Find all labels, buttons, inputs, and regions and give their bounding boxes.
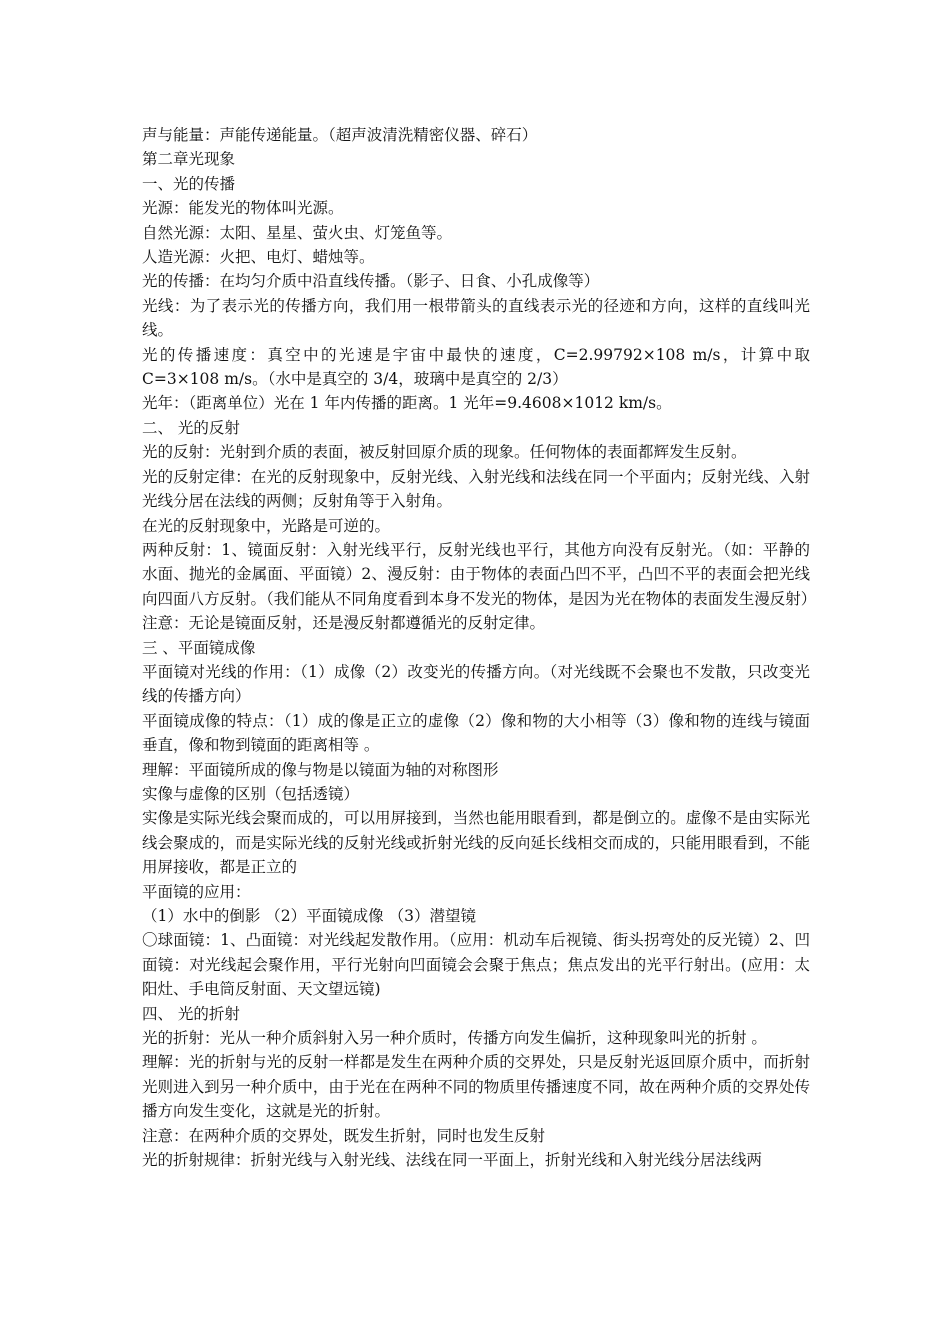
paragraph-two-reflections: 两种反射：1、镜面反射：入射光线平行，反射光线也平行，其他方向没有反射光。（如：平静的水面、抛光的金属面、平面镜）2、漫反射：由于物体的表面凸凹不平，凸凹不平的表面会把光线向四面八方反射。（我们能从不同角度看到本身不发光的物体，是因为光在物体的表面发生漫反射） [142, 540, 817, 608]
paragraph-refraction-note: 注意：在两种介质的交界处，既发生折射，同时也发生反射 [142, 1126, 546, 1145]
paragraph-refraction-understanding: 理解：光的折射与光的反射一样都是发生在两种介质的交界处，只是反射光返回原介质中，而折射光则进入到另一种介质中，由于光在在两种不同的物质里传播速度不同，故在两种介质的交界处传播方向发生变化，这就是光的折射。 [142, 1053, 810, 1121]
paragraph-light-year: 光年：（距离单位）光在 1 年内传播的距离。1 光年=9.4608×1012 km/s。 [142, 394, 672, 413]
paragraph-reflection-note: 注意：无论是镜面反射，还是漫反射都遵循光的反射定律。 [142, 614, 546, 633]
paragraph-light-ray: 光线：为了表示光的传播方向，我们用一根带箭头的直线表示光的径迹和方向，这样的直线叫光线。 [142, 296, 810, 340]
paragraph-reflection-definition: 光的反射：光射到介质的表面，被反射回原介质的现象。任何物体的表面都辉发生反射。 [142, 443, 747, 462]
paragraph-applications-list: （1）水中的倒影 （2）平面镜成像 （3）潜望镜 [142, 907, 476, 925]
paragraph-propagation: 光的传播：在均匀介质中沿直线传播。（影子、日食、小孔成像等） [142, 272, 600, 291]
paragraph-artificial-sources: 人造光源：火把、电灯、蜡烛等。 [142, 248, 375, 267]
paragraph-refraction-law: 光的折射规律：折射光线与入射光线、法线在同一平面上，折射光线和入射光线分居法线两 [142, 1151, 763, 1170]
paragraph-plane-mirror-effect: 平面镜对光线的作用：（1）成像（2）改变光的传播方向。（对光线既不会聚也不发散，只改变光线的传播方向） [142, 662, 810, 706]
paragraph-symmetry: 理解：平面镜所成的像与物是以镜面为轴的对称图形 [142, 760, 499, 779]
paragraph-spherical-mirror: 〇球面镜：1、凸面镜：对光线起发散作用。（应用：机动车后视镜、街头拐弯处的反光镜）2、凹面镜：对光线起会聚作用，平行光射向凹面镜会会聚于焦点；焦点发出的光平行射出。(应用：太阳灶、手电筒反射面、天文望远镜) [142, 931, 810, 999]
paragraph-light-source: 光源：能发光的物体叫光源。 [142, 199, 344, 218]
paragraph-reversible-path: 在光的反射现象中，光路是可逆的。 [142, 516, 391, 535]
paragraph-real-virtual-heading: 实像与虚像的区别（包括透镜） [142, 784, 360, 803]
paragraph-reflection-law: 光的反射定律：在光的反射现象中，反射光线、入射光线和法线在同一个平面内；反射光线、入射光线分居在法线的两侧；反射角等于入射角。 [142, 467, 810, 511]
section-heading-refraction: 四、 光的折射 [142, 1004, 240, 1023]
paragraph-applications-heading: 平面镜的应用： [142, 882, 251, 901]
section-heading-propagation: 一、光的传播 [142, 174, 236, 193]
section-heading-plane-mirror: 三 、平面镜成像 [142, 638, 256, 657]
chapter-title: 第二章光现象 [142, 150, 236, 169]
paragraph-light-speed: 光的传播速度：真空中的光速是宇宙中最快的速度，C=2.99792×108 m/s，计算中取 C=3×108 m/s。（水中是真空的 3/4，玻璃中是真空的 2/3） [142, 345, 810, 389]
paragraph-refraction-definition: 光的折射：光从一种介质斜射入另一种介质时，传播方向发生偏折，这种现象叫光的折射 。 [142, 1029, 767, 1048]
paragraph-plane-mirror-features: 平面镜成像的特点：（1）成的像是正立的虚像（2）像和物的大小相等（3）像和物的连线与镜面垂直，像和物到镜面的距离相等 。 [142, 711, 810, 755]
document-page [142, 123, 817, 1172]
paragraph-sound-energy: 声与能量：声能传递能量。（超声波清洗精密仪器、碎石） [142, 126, 538, 144]
paragraph-natural-sources: 自然光源：太阳、星星、萤火虫、灯笼鱼等。 [142, 223, 453, 242]
paragraph-real-virtual: 实像是实际光线会聚而成的，可以用屏接到，当然也能用眼看到，都是倒立的。虚像不是由实际光线会聚成的，而是实际光线的反射光线或折射光线的反向延长线相交而成的，只能用眼看到，不能用屏接收，都是正立的 [142, 809, 810, 877]
section-heading-reflection: 二、 光的反射 [142, 418, 240, 437]
